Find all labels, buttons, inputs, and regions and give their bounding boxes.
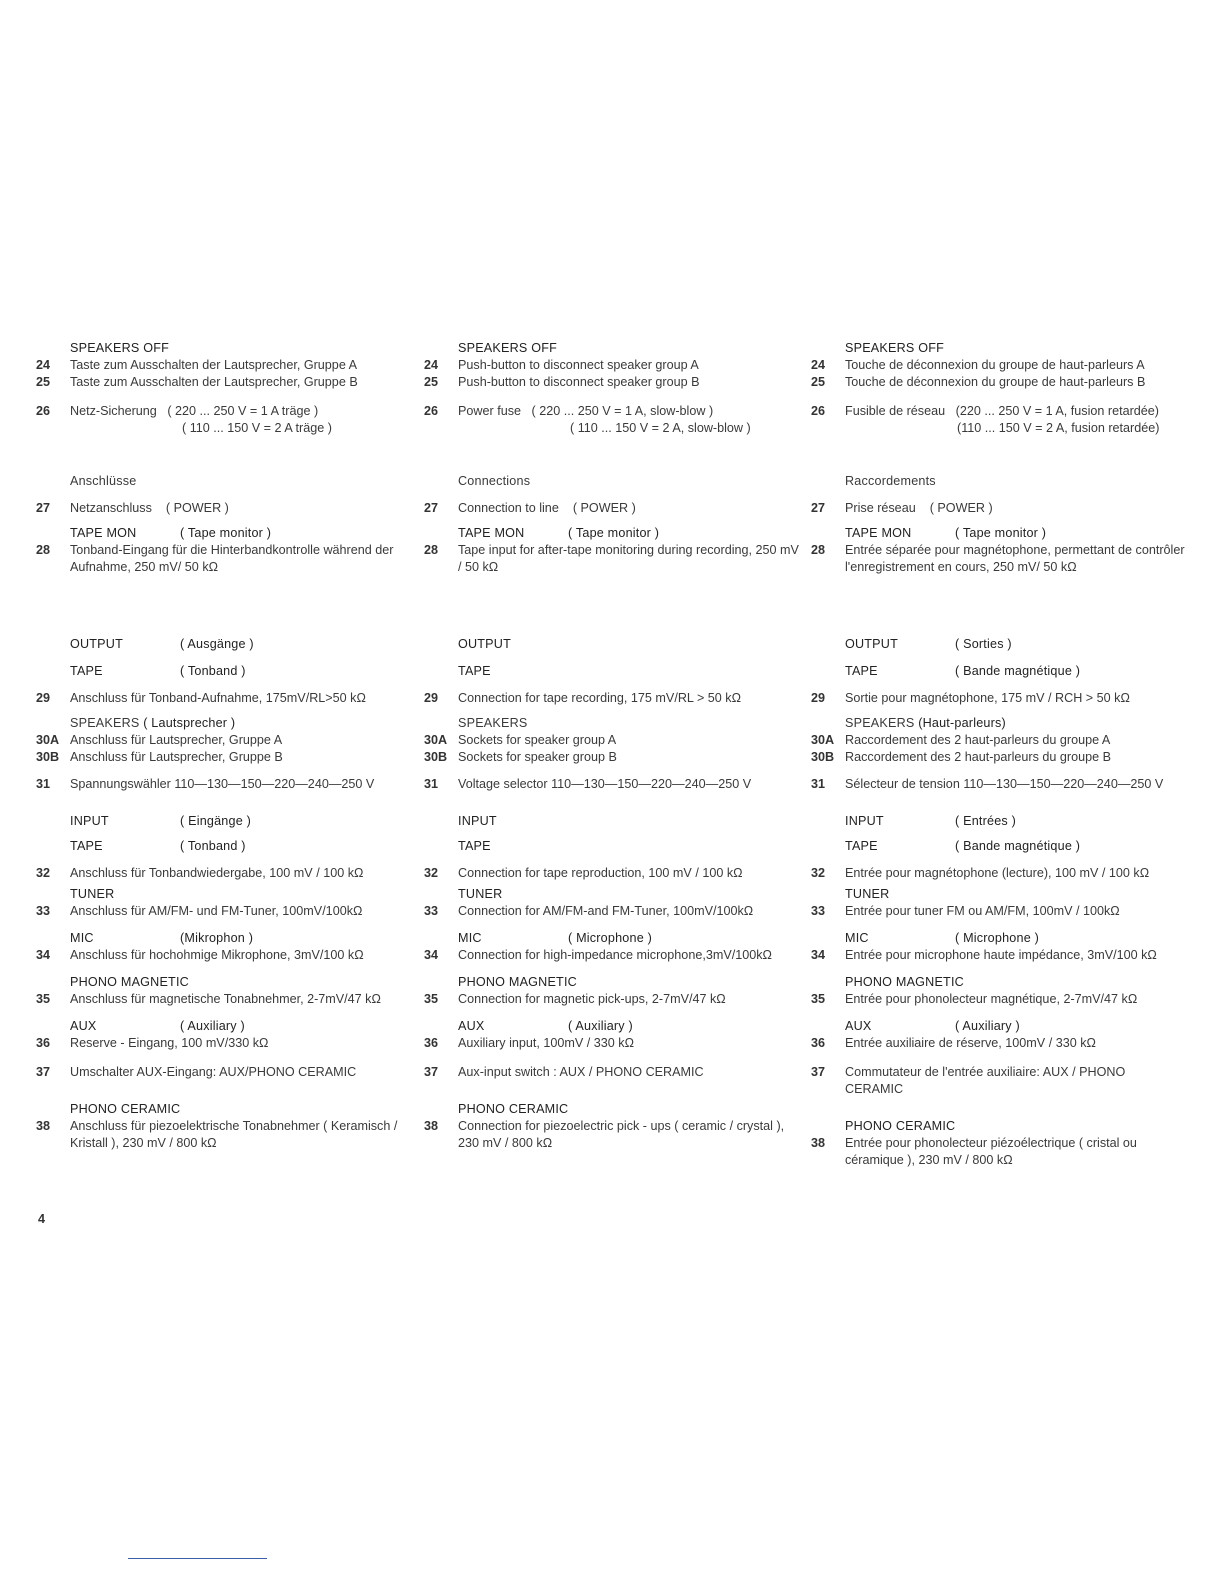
item-number: 35 xyxy=(424,992,439,1006)
item-number: 25 xyxy=(36,375,51,389)
heading-title: PHONO MAGNETIC xyxy=(70,975,189,989)
item-number: 27 xyxy=(36,501,51,515)
item-text: Entrée pour tuner FM ou AM/FM, 100mV / 100kΩ xyxy=(845,904,1120,918)
speakers-off-heading xyxy=(424,340,799,357)
heading-title: AUX xyxy=(845,1019,872,1033)
heading-sub: ( Microphone ) xyxy=(955,931,1039,945)
heading-title: MIC xyxy=(458,931,482,945)
connections-label: Raccordements xyxy=(845,474,936,488)
output-heading xyxy=(811,636,1186,653)
item-text: Tape input for after-tape monitoring during recording, 250 mV / 50 kΩ xyxy=(458,543,799,574)
item-30b xyxy=(811,749,1186,766)
item-number: 28 xyxy=(36,543,51,557)
item-number: 37 xyxy=(811,1065,826,1079)
item-number: 26 xyxy=(36,404,51,418)
item-number: 26 xyxy=(424,404,439,418)
item-28 xyxy=(36,542,411,576)
heading-sub: ( Sorties ) xyxy=(955,637,1012,651)
item-text: Sockets for speaker group B xyxy=(458,750,617,764)
item-number: 32 xyxy=(811,866,826,880)
item-35 xyxy=(424,991,799,1008)
item-38 xyxy=(811,1135,1186,1169)
item-number: 25 xyxy=(811,375,826,389)
item-text: Entrée pour microphone haute impédance, 3mV/100 kΩ xyxy=(845,948,1157,962)
speakers-off-heading xyxy=(811,340,1186,357)
mic-heading xyxy=(424,930,799,947)
connections-heading xyxy=(811,473,1186,490)
item-text: Connection for AM/FM-and FM-Tuner, 100mV/100kΩ xyxy=(458,904,754,918)
item-30a xyxy=(36,732,411,749)
item-sub: ( POWER ) xyxy=(572,501,636,515)
item-text: Taste zum Ausschalten der Lautsprecher, Gruppe A xyxy=(70,358,358,372)
item-32 xyxy=(811,865,1186,882)
output-heading xyxy=(36,636,411,653)
tape-mon-heading xyxy=(811,525,1186,542)
heading-title: AUX xyxy=(70,1019,97,1033)
speakers-off-label: SPEAKERS OFF xyxy=(70,341,169,355)
heading-title: TAPE xyxy=(70,839,103,853)
item-number: 30A xyxy=(424,733,448,747)
item-number: 31 xyxy=(36,777,51,791)
item-36 xyxy=(36,1035,411,1052)
item-text: Connection to line xyxy=(458,501,559,515)
item-number: 33 xyxy=(811,904,826,918)
phono-ceramic-heading xyxy=(424,1101,799,1118)
aux-heading xyxy=(36,1018,411,1035)
mic-heading xyxy=(811,930,1186,947)
heading-sub: ( Tonband ) xyxy=(180,839,246,853)
heading-sub: ( Auxiliary ) xyxy=(955,1019,1020,1033)
heading-sub: ( Auxiliary ) xyxy=(568,1019,633,1033)
item-number: 35 xyxy=(36,992,51,1006)
heading-title: TAPE MON xyxy=(845,526,912,540)
item-text: Entrée auxiliaire de réserve, 100mV / 330 kΩ xyxy=(845,1036,1096,1050)
heading-sub: ( Lautsprecher ) xyxy=(143,716,236,730)
tape-mon-heading xyxy=(36,525,411,542)
item-text: Entrée séparée pour magnétophone, permettant de contrôler l'enregistrement en cours, 250 mV/ 50 kΩ xyxy=(845,543,1185,574)
item-text: Taste zum Ausschalten der Lautsprecher, Gruppe B xyxy=(70,375,358,389)
fuse-label: Power fuse xyxy=(458,404,521,418)
heading-title: INPUT xyxy=(70,814,109,828)
column-english xyxy=(424,340,799,1152)
item-31 xyxy=(424,776,799,793)
item-37 xyxy=(811,1064,1186,1098)
item-26 xyxy=(811,403,1186,437)
heading-sub: ( Tonband ) xyxy=(180,664,246,678)
item-number: 30B xyxy=(36,750,60,764)
heading-title: PHONO MAGNETIC xyxy=(845,975,964,989)
item-31 xyxy=(811,776,1186,793)
input-tape-heading xyxy=(424,838,799,855)
item-number: 31 xyxy=(424,777,439,791)
heading-title: INPUT xyxy=(458,814,497,828)
heading-sub: ( Tape monitor ) xyxy=(568,526,660,540)
output-tape-heading xyxy=(811,663,1186,680)
input-heading xyxy=(811,813,1186,830)
item-30b xyxy=(36,749,411,766)
item-number: 29 xyxy=(811,691,826,705)
item-number: 38 xyxy=(811,1136,826,1150)
item-text: Push-button to disconnect speaker group A xyxy=(458,358,699,372)
item-33 xyxy=(36,903,411,920)
item-number: 30B xyxy=(811,750,835,764)
item-25 xyxy=(424,374,799,391)
item-number: 30A xyxy=(36,733,60,747)
item-25 xyxy=(36,374,411,391)
heading-title: TUNER xyxy=(458,887,503,901)
item-text: Voltage selector 110—130—150—220—240—250 V xyxy=(458,777,752,791)
item-30a xyxy=(811,732,1186,749)
item-36 xyxy=(811,1035,1186,1052)
item-number: 37 xyxy=(36,1065,51,1079)
item-32 xyxy=(424,865,799,882)
footer-divider xyxy=(128,1558,267,1559)
item-35 xyxy=(36,991,411,1008)
heading-sub: ( Eingänge ) xyxy=(180,814,252,828)
heading-title: TAPE xyxy=(70,664,103,678)
heading-sub: ( Bande magnétique ) xyxy=(955,839,1081,853)
heading-title: MIC xyxy=(845,931,869,945)
item-38 xyxy=(424,1118,799,1152)
fuse-label: Fusible de réseau xyxy=(845,404,946,418)
item-text: Connection for high-impedance microphone,3mV/100kΩ xyxy=(458,948,772,962)
item-text: Anschluss für Lautsprecher, Gruppe A xyxy=(70,733,283,747)
heading-title: TUNER xyxy=(70,887,115,901)
output-tape-heading xyxy=(424,663,799,680)
item-24 xyxy=(36,357,411,374)
item-number: 29 xyxy=(36,691,51,705)
item-27 xyxy=(36,500,411,517)
item-29 xyxy=(36,690,411,707)
item-26 xyxy=(424,403,799,437)
item-number: 34 xyxy=(811,948,826,962)
input-tape-heading xyxy=(36,838,411,855)
heading-title: PHONO MAGNETIC xyxy=(458,975,577,989)
heading-title: OUTPUT xyxy=(458,637,511,651)
item-text: Raccordement des 2 haut-parleurs du groupe A xyxy=(845,733,1111,747)
connections-label: Anschlüsse xyxy=(70,474,137,488)
item-29 xyxy=(811,690,1186,707)
item-text: Commutateur de l'entrée auxiliaire: AUX / PHONO CERAMIC xyxy=(845,1065,1126,1096)
heading-title: PHONO CERAMIC xyxy=(845,1119,956,1133)
tuner-heading xyxy=(811,886,1186,903)
item-number: 36 xyxy=(811,1036,826,1050)
item-text: Push-button to disconnect speaker group B xyxy=(458,375,700,389)
heading-title: TAPE MON xyxy=(458,526,525,540)
phono-magnetic-heading xyxy=(424,974,799,991)
item-text: Entrée pour magnétophone (lecture), 100 mV / 100 kΩ xyxy=(845,866,1150,880)
item-number: 36 xyxy=(36,1036,51,1050)
heading-title: MIC xyxy=(70,931,94,945)
heading-sub: (Mikrophon ) xyxy=(180,931,254,945)
tuner-heading xyxy=(424,886,799,903)
phono-ceramic-heading xyxy=(811,1118,1186,1135)
item-sub: ( POWER ) xyxy=(165,501,229,515)
item-33 xyxy=(424,903,799,920)
heading-title: TAPE xyxy=(458,664,491,678)
speakers-off-label: SPEAKERS OFF xyxy=(458,341,557,355)
item-text: Umschalter AUX-Eingang: AUX/PHONO CERAMIC xyxy=(70,1065,357,1079)
item-number: 24 xyxy=(36,358,51,372)
fuse-line-2: (110 ... 150 V = 2 A, fusion retardée) xyxy=(957,421,1160,435)
item-34 xyxy=(424,947,799,964)
item-text: Sockets for speaker group A xyxy=(458,733,617,747)
aux-heading xyxy=(811,1018,1186,1035)
item-24 xyxy=(424,357,799,374)
heading-title: OUTPUT xyxy=(845,637,898,651)
input-heading xyxy=(424,813,799,830)
connections-label: Connections xyxy=(458,474,531,488)
item-30b xyxy=(424,749,799,766)
heading-title: TAPE xyxy=(845,664,878,678)
item-number: 28 xyxy=(811,543,826,557)
item-number: 36 xyxy=(424,1036,439,1050)
item-34 xyxy=(811,947,1186,964)
item-37 xyxy=(424,1064,799,1081)
item-26 xyxy=(36,403,411,437)
item-number: 38 xyxy=(36,1119,51,1133)
heading-title: PHONO CERAMIC xyxy=(458,1102,569,1116)
item-text: Anschluss für piezoelektrische Tonabnehmer ( Keramisch / Kristall ), 230 mV / 800 kΩ xyxy=(70,1119,398,1150)
item-text: Connection for piezoelectric pick - ups ( ceramic / crystal ), 230 mV / 800 kΩ xyxy=(458,1119,785,1150)
item-number: 24 xyxy=(424,358,439,372)
mic-heading xyxy=(36,930,411,947)
speakers-heading xyxy=(424,715,799,732)
item-text: Anschluss für hochohmige Mikrophone, 3mV/100 kΩ xyxy=(70,948,364,962)
item-36 xyxy=(424,1035,799,1052)
heading-sub: ( Ausgänge ) xyxy=(180,637,254,651)
item-number: 27 xyxy=(811,501,826,515)
item-25 xyxy=(811,374,1186,391)
heading-title: SPEAKERS xyxy=(458,716,528,730)
item-text: Connection for tape recording, 175 mV/RL > 50 kΩ xyxy=(458,691,742,705)
speakers-off-heading xyxy=(36,340,411,357)
heading-title: AUX xyxy=(458,1019,485,1033)
heading-title: INPUT xyxy=(845,814,884,828)
item-number: 24 xyxy=(811,358,826,372)
speakers-heading xyxy=(811,715,1186,732)
phono-magnetic-heading xyxy=(811,974,1186,991)
fuse-line-2: ( 110 ... 150 V = 2 A träge ) xyxy=(182,421,332,435)
heading-title: SPEAKERS xyxy=(70,716,140,730)
tape-mon-heading xyxy=(424,525,799,542)
heading-sub: ( Tape monitor ) xyxy=(955,526,1047,540)
item-38 xyxy=(36,1118,411,1152)
heading-sub: ( Bande magnétique ) xyxy=(955,664,1081,678)
heading-sub: (Haut-parleurs) xyxy=(918,716,1006,730)
item-number: 32 xyxy=(424,866,439,880)
connections-heading xyxy=(424,473,799,490)
item-35 xyxy=(811,991,1186,1008)
item-number: 30A xyxy=(811,733,835,747)
item-number: 32 xyxy=(36,866,51,880)
item-text: Prise réseau xyxy=(845,501,916,515)
heading-title: TAPE MON xyxy=(70,526,137,540)
item-number: 25 xyxy=(424,375,439,389)
item-28 xyxy=(424,542,799,576)
item-number: 31 xyxy=(811,777,826,791)
item-text: Netzanschluss xyxy=(70,501,152,515)
heading-sub: ( Entrées ) xyxy=(955,814,1016,828)
item-text: Connection for magnetic pick-ups, 2-7mV/47 kΩ xyxy=(458,992,726,1006)
item-number: 35 xyxy=(811,992,826,1006)
heading-sub: ( Auxiliary ) xyxy=(180,1019,245,1033)
item-text: Touche de déconnexion du groupe de haut-parleurs B xyxy=(845,375,1146,389)
heading-title: OUTPUT xyxy=(70,637,123,651)
item-text: Auxiliary input, 100mV / 330 kΩ xyxy=(458,1036,635,1050)
heading-title: TAPE xyxy=(845,839,878,853)
speakers-heading xyxy=(36,715,411,732)
item-number: 29 xyxy=(424,691,439,705)
item-number: 33 xyxy=(424,904,439,918)
item-number: 28 xyxy=(424,543,439,557)
item-text: Anschluss für Lautsprecher, Gruppe B xyxy=(70,750,283,764)
heading-title: TAPE xyxy=(458,839,491,853)
output-tape-heading xyxy=(36,663,411,680)
item-text: Entrée pour phonolecteur piézoélectrique ( cristal ou céramique ), 230 mV / 800 kΩ xyxy=(845,1136,1137,1167)
item-text: Anschluss für Tonbandwiedergabe, 100 mV / 100 kΩ xyxy=(70,866,364,880)
item-24 xyxy=(811,357,1186,374)
aux-heading xyxy=(424,1018,799,1035)
item-27 xyxy=(424,500,799,517)
item-34 xyxy=(36,947,411,964)
page-number: 4 xyxy=(38,1212,46,1226)
item-text: Raccordement des 2 haut-parleurs du groupe B xyxy=(845,750,1112,764)
input-heading xyxy=(36,813,411,830)
input-tape-heading xyxy=(811,838,1186,855)
item-text: Sortie pour magnétophone, 175 mV / RCH > 50 kΩ xyxy=(845,691,1130,705)
item-28 xyxy=(811,542,1186,576)
item-text: Aux-input switch : AUX / PHONO CERAMIC xyxy=(458,1065,704,1079)
connections-heading xyxy=(36,473,411,490)
item-30a xyxy=(424,732,799,749)
item-text: Anschluss für magnetische Tonabnehmer, 2-7mV/47 kΩ xyxy=(70,992,381,1006)
heading-title: TUNER xyxy=(845,887,890,901)
item-number: 26 xyxy=(811,404,826,418)
item-number: 38 xyxy=(424,1119,439,1133)
heading-sub: ( Microphone ) xyxy=(568,931,652,945)
item-33 xyxy=(811,903,1186,920)
phono-magnetic-heading xyxy=(36,974,411,991)
item-text: Connection for tape reproduction, 100 mV / 100 kΩ xyxy=(458,866,743,880)
item-number: 30B xyxy=(424,750,448,764)
heading-sub: ( Tape monitor ) xyxy=(180,526,272,540)
item-text: Sélecteur de tension 110—130—150—220—240—250 V xyxy=(845,777,1164,791)
fuse-line-1: ( 220 ... 250 V = 1 A träge ) xyxy=(167,404,319,418)
item-27 xyxy=(811,500,1186,517)
item-number: 37 xyxy=(424,1065,439,1079)
phono-ceramic-heading xyxy=(36,1101,411,1118)
column-german xyxy=(36,340,411,1152)
fuse-line-1: (220 ... 250 V = 1 A, fusion retardée) xyxy=(955,404,1160,418)
fuse-line-2: ( 110 ... 150 V = 2 A, slow-blow ) xyxy=(570,421,751,435)
output-heading xyxy=(424,636,799,653)
item-text: Anschluss für Tonband-Aufnahme, 175mV/RL>50 kΩ xyxy=(70,691,366,705)
item-31 xyxy=(36,776,411,793)
item-text: Entrée pour phonolecteur magnétique, 2-7mV/47 kΩ xyxy=(845,992,1138,1006)
item-29 xyxy=(424,690,799,707)
item-text: Spannungswähler 110—130—150—220—240—250 V xyxy=(70,777,375,791)
item-text: Tonband-Eingang für die Hinterbandkontrolle während der Aufnahme, 250 mV/ 50 kΩ xyxy=(70,543,394,574)
item-number: 34 xyxy=(36,948,51,962)
item-text: Reserve - Eingang, 100 mV/330 kΩ xyxy=(70,1036,269,1050)
item-text: Anschluss für AM/FM- und FM-Tuner, 100mV/100kΩ xyxy=(70,904,363,918)
speakers-off-label: SPEAKERS OFF xyxy=(845,341,944,355)
item-text: Touche de déconnexion du groupe de haut-parleurs A xyxy=(845,358,1145,372)
item-37 xyxy=(36,1064,411,1081)
column-french xyxy=(811,340,1186,1169)
heading-title: SPEAKERS xyxy=(845,716,915,730)
fuse-line-1: ( 220 ... 250 V = 1 A, slow-blow ) xyxy=(531,404,714,418)
heading-title: PHONO CERAMIC xyxy=(70,1102,181,1116)
item-number: 27 xyxy=(424,501,439,515)
fuse-label: Netz-Sicherung xyxy=(70,404,157,418)
tuner-heading xyxy=(36,886,411,903)
item-32 xyxy=(36,865,411,882)
item-number: 33 xyxy=(36,904,51,918)
item-sub: ( POWER ) xyxy=(929,501,993,515)
item-number: 34 xyxy=(424,948,439,962)
